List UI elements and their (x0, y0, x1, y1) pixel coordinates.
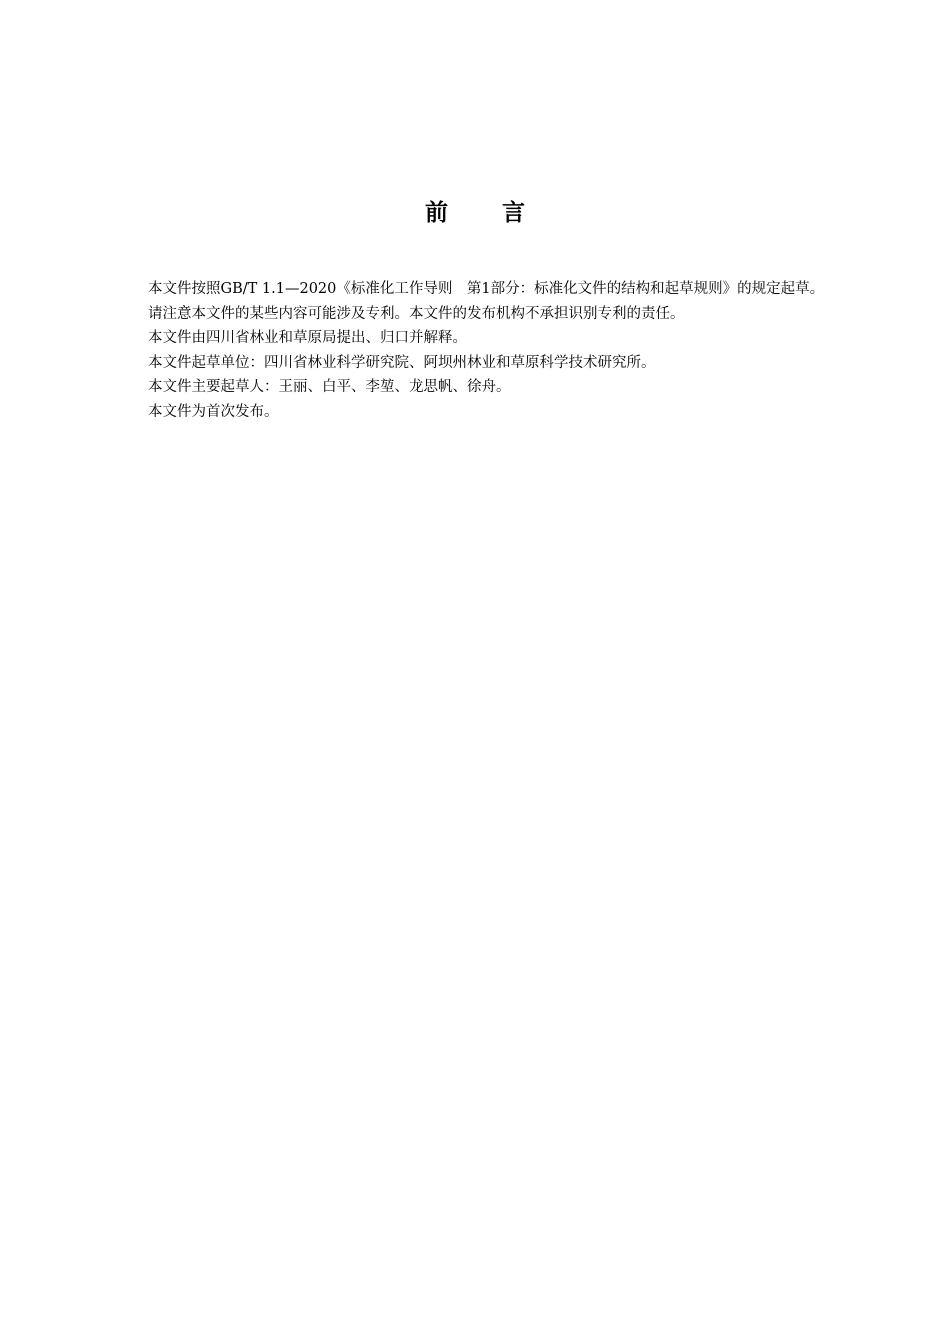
paragraph-drafting-rules: 本文件按照GB/T 1.1—2020《标准化工作导则 第1部分：标准化文件的结构和起草规则》的规定起草。 (148, 281, 825, 297)
paragraph-drafting-units: 本文件起草单位：四川省林业科学研究院、阿坝州林业和草原科学技术研究所。 (148, 354, 656, 371)
paragraph-proposer: 本文件由四川省林业和草原局提出、归口并解释。 (148, 330, 467, 346)
preface-body (114, 277, 862, 424)
title-char-1: 前 (425, 200, 448, 226)
paragraph-first-release: 本文件为首次发布。 (148, 403, 279, 420)
page-title (0, 196, 950, 230)
paragraph-patent-notice: 请注意本文件的某些内容可能涉及专利。本文件的发布机构不承担识别专利的责任。 (148, 305, 685, 322)
paragraph-drafters: 本文件主要起草人：王丽、白平、李堃、龙思帆、徐舟。 (148, 379, 511, 395)
title-char-2: 言 (502, 200, 525, 226)
